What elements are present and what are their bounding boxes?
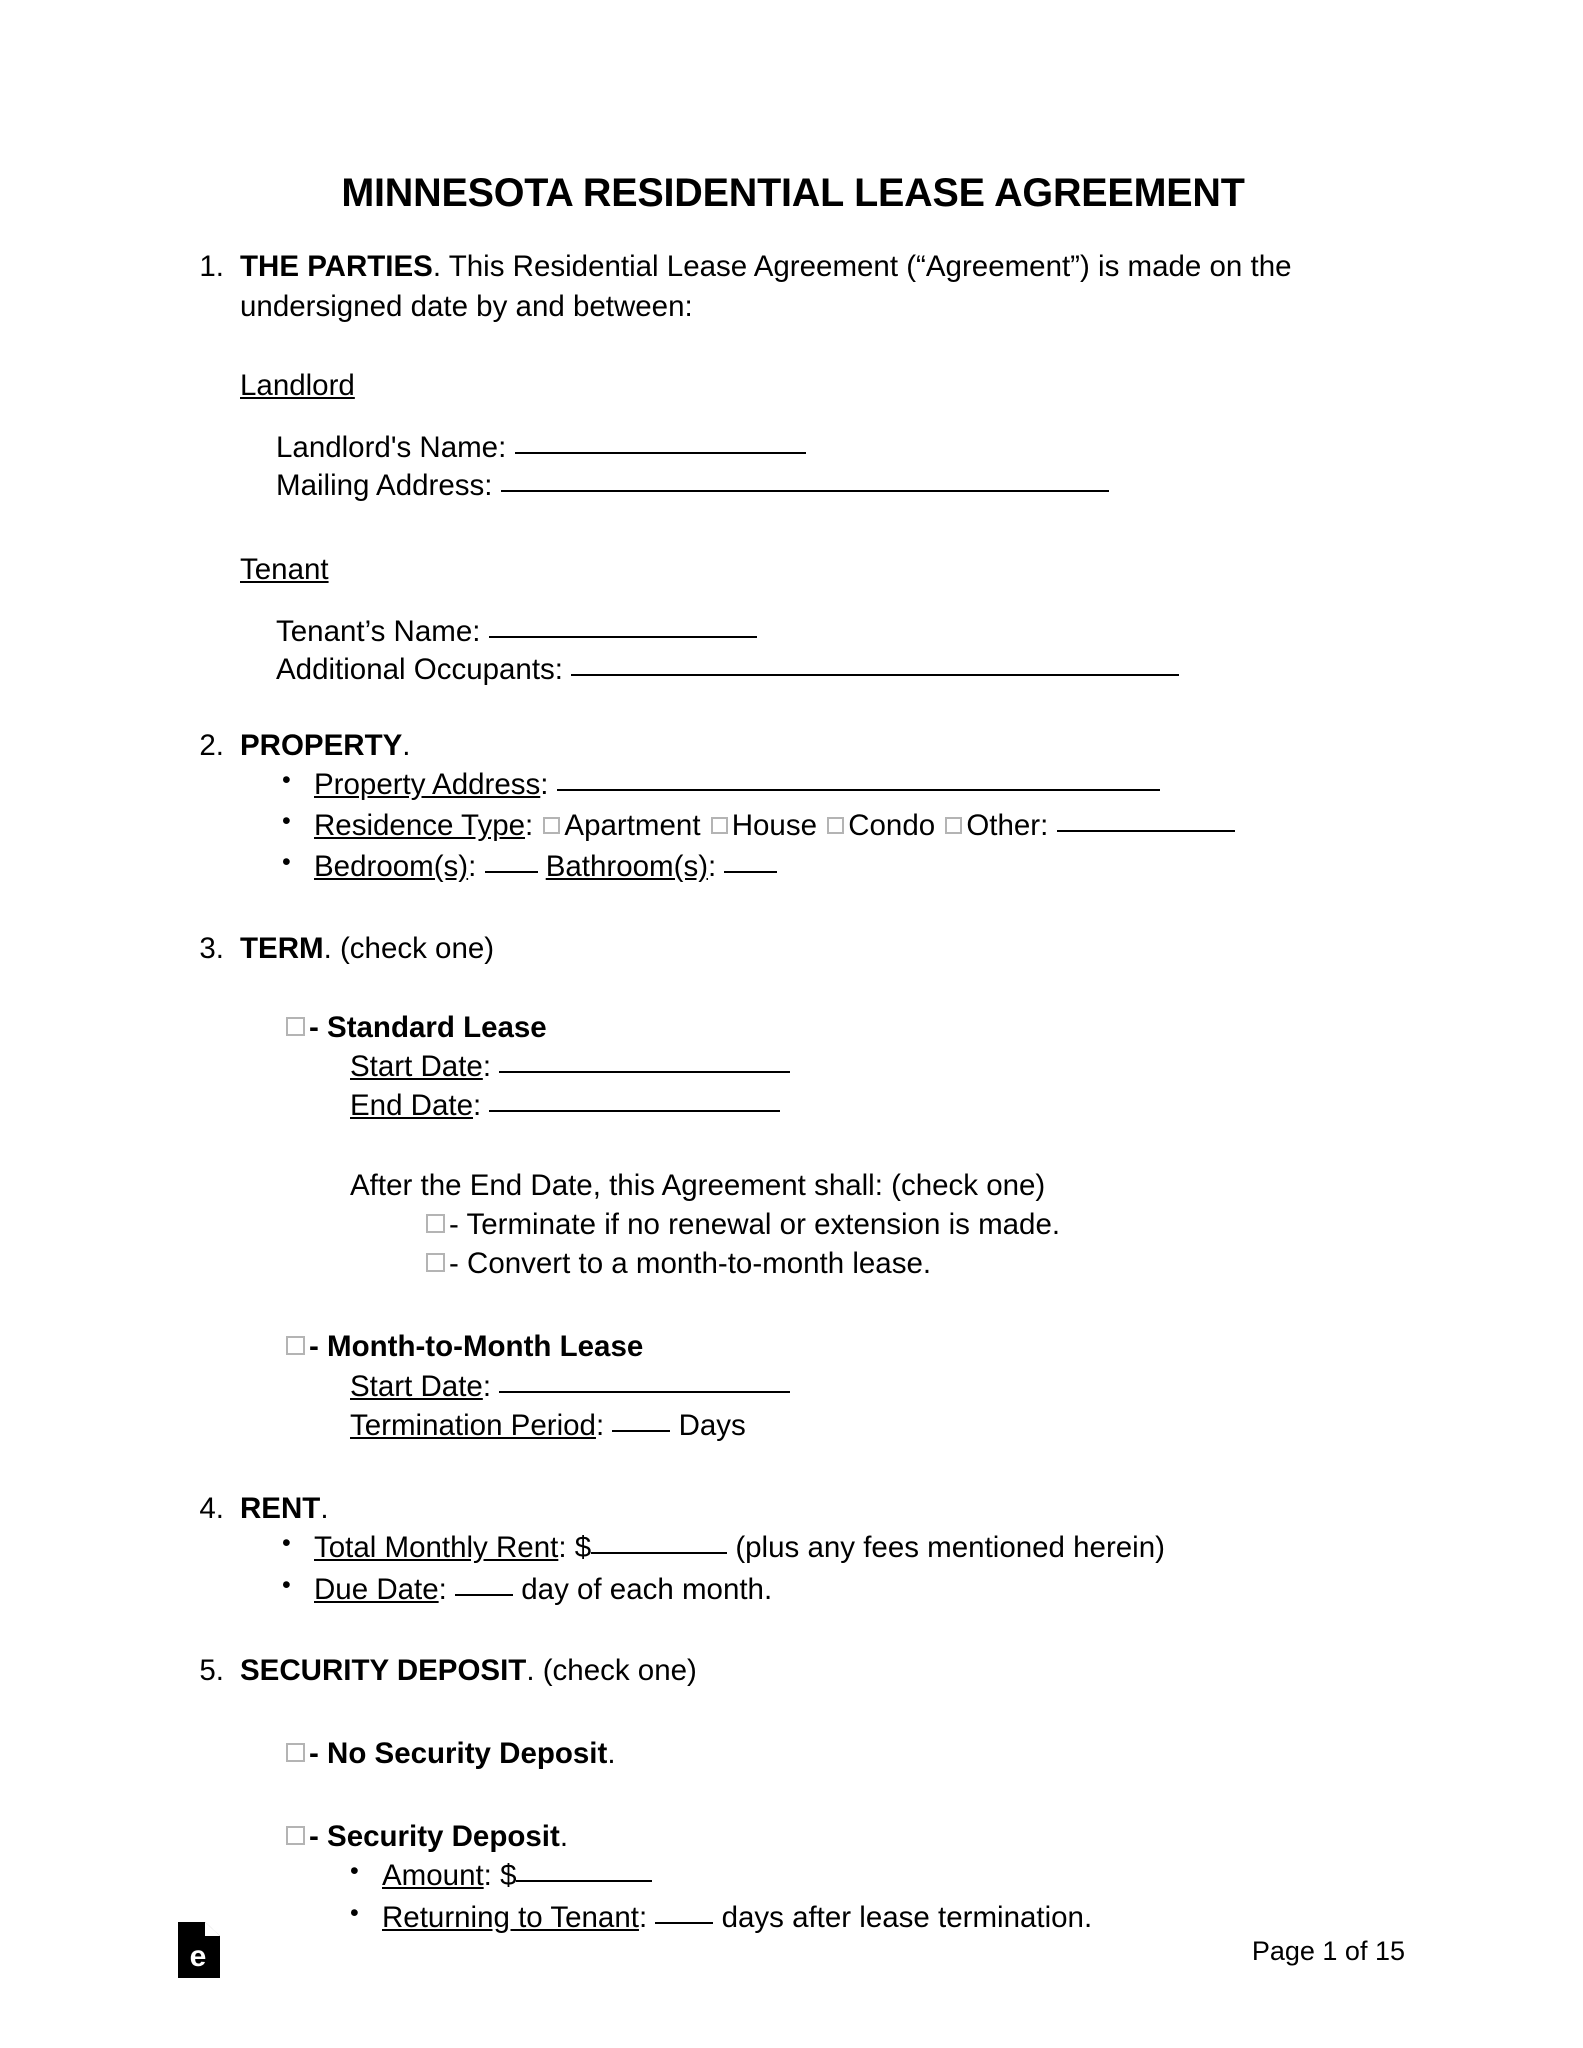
section-heading: PROPERTY	[240, 728, 403, 762]
landlord-name-row	[276, 429, 1408, 467]
standard-end-date-label: End Date	[350, 1089, 473, 1123]
standard-end-date-row	[240, 1086, 1408, 1125]
document-content	[178, 0, 1408, 1939]
tenant-name-label: Tenant’s Name:	[276, 615, 481, 649]
section-rent	[178, 1489, 1408, 1609]
standard-start-date-input[interactable]	[499, 1071, 790, 1073]
checkbox-terminate[interactable]	[426, 1214, 445, 1233]
checkbox-standard-lease[interactable]	[286, 1017, 305, 1036]
due-date-input[interactable]	[455, 1594, 513, 1596]
after-end-date-text: After the End Date, this Agreement shall: (check one)	[350, 1168, 1046, 1202]
tenant-name-input[interactable]	[489, 636, 757, 638]
bathrooms-input[interactable]	[724, 871, 777, 873]
residence-option-condo: Condo	[848, 809, 936, 843]
page-title: MINNESOTA RESIDENTIAL LEASE AGREEMENT	[341, 171, 1245, 215]
property-field-list	[240, 765, 1408, 887]
deposit-amount-colon: : $	[483, 1859, 517, 1893]
due-date-suffix: day of each month.	[521, 1572, 773, 1606]
mtm-termination-colon: :	[595, 1408, 605, 1442]
security-deposit-option	[240, 1817, 1408, 1856]
bedrooms-input[interactable]	[485, 871, 538, 873]
landlord-name-input[interactable]	[515, 452, 806, 454]
standard-start-date-row	[240, 1047, 1408, 1086]
checkbox-convert-month-to-month[interactable]	[426, 1253, 445, 1272]
residence-other-input[interactable]	[1057, 830, 1235, 832]
standard-end-date-colon: :	[473, 1089, 482, 1123]
landlord-address-row	[276, 467, 1408, 505]
mtm-start-date-row	[240, 1367, 1408, 1406]
total-monthly-rent-item	[240, 1528, 1408, 1567]
section-heading-suffix: . (check one)	[323, 931, 495, 965]
security-deposit-label: - Security Deposit	[309, 1820, 560, 1854]
convert-option-label: - Convert to a month-to-month lease.	[449, 1247, 932, 1281]
section-number: 3.	[199, 931, 224, 965]
checkbox-house[interactable]	[711, 817, 728, 834]
section-number: 5.	[199, 1653, 224, 1687]
section-heading: SECURITY DEPOSIT	[240, 1653, 527, 1687]
after-end-option-terminate	[240, 1205, 1408, 1244]
bedrooms-label: Bedroom(s)	[314, 850, 469, 884]
due-date-label: Due Date	[314, 1572, 439, 1606]
page-number: Page 1 of 15	[1251, 1936, 1405, 1966]
section-heading: TERM	[240, 931, 324, 965]
mtm-termination-unit: Days	[678, 1408, 746, 1442]
month-to-month-option	[240, 1327, 1408, 1366]
deposit-returning-label: Returning to Tenant	[382, 1900, 639, 1934]
security-deposit-suffix: .	[559, 1820, 569, 1854]
property-address-item	[240, 765, 1408, 804]
residence-option-other: Other:	[966, 809, 1049, 843]
no-security-deposit-option	[240, 1734, 1408, 1773]
landlord-address-input[interactable]	[501, 490, 1109, 492]
section-heading-suffix: .	[402, 728, 411, 762]
landlord-heading: Landlord	[240, 368, 355, 402]
additional-occupants-row	[276, 651, 1408, 689]
checkbox-apartment[interactable]	[543, 817, 560, 834]
mtm-start-date-input[interactable]	[499, 1391, 790, 1393]
standard-start-date-colon: :	[482, 1050, 492, 1084]
mtm-start-date-label: Start Date	[350, 1369, 483, 1403]
deposit-amount-input[interactable]	[516, 1880, 652, 1882]
property-address-input[interactable]	[557, 789, 1160, 791]
section-number: 4.	[199, 1492, 224, 1526]
eforms-logo-icon[interactable]	[178, 1922, 220, 1978]
total-monthly-rent-colon: : $	[558, 1531, 592, 1565]
additional-occupants-input[interactable]	[571, 674, 1179, 676]
residence-option-house: House	[731, 809, 817, 843]
deposit-returning-suffix: days after lease termination.	[721, 1900, 1093, 1934]
section-number: 1.	[199, 250, 224, 284]
tenant-block	[178, 550, 1408, 690]
deposit-returning-colon: :	[638, 1900, 648, 1934]
checkbox-other[interactable]	[945, 817, 962, 834]
rent-field-list	[240, 1528, 1408, 1608]
after-end-option-convert	[240, 1244, 1408, 1283]
tenant-name-row	[276, 613, 1408, 651]
bedrooms-colon: :	[468, 850, 477, 884]
additional-occupants-label: Additional Occupants:	[276, 653, 563, 687]
residence-type-colon: :	[525, 809, 534, 843]
total-monthly-rent-suffix: (plus any fees mentioned herein)	[735, 1531, 1165, 1565]
section-heading: THE PARTIES	[240, 250, 433, 284]
total-monthly-rent-input[interactable]	[591, 1552, 727, 1554]
total-monthly-rent-label: Total Monthly Rent	[314, 1531, 559, 1565]
mtm-termination-label: Termination Period	[350, 1408, 596, 1442]
landlord-name-label: Landlord's Name:	[276, 431, 507, 465]
section-property	[178, 726, 1408, 887]
section-heading-suffix: .	[320, 1492, 329, 1526]
section-number: 2.	[199, 728, 224, 762]
standard-start-date-label: Start Date	[350, 1050, 483, 1084]
property-address-colon: :	[540, 767, 549, 801]
tenant-heading: Tenant	[240, 552, 329, 586]
residence-type-item	[240, 806, 1408, 845]
section-intro-text: . This Residential Lease Agreement (“Agreement”) is made on the undersigned date by and between:	[240, 250, 1292, 323]
checkbox-condo[interactable]	[827, 817, 844, 834]
section-term	[178, 929, 1408, 1445]
section-security-deposit	[178, 1651, 1408, 1937]
no-security-deposit-suffix: .	[607, 1736, 616, 1770]
deposit-amount-label: Amount	[382, 1859, 484, 1893]
checkbox-security-deposit[interactable]	[286, 1826, 305, 1845]
standard-lease-option	[240, 1008, 1408, 1047]
section-heading-suffix: . (check one)	[526, 1653, 697, 1687]
terminate-option-label: - Terminate if no renewal or extension is made.	[449, 1207, 1061, 1241]
residence-option-apartment: Apartment	[564, 809, 701, 843]
standard-end-date-input[interactable]	[489, 1110, 780, 1112]
due-date-item	[240, 1570, 1408, 1609]
property-address-label: Property Address	[314, 767, 541, 801]
month-to-month-label: - Month-to-Month Lease	[309, 1330, 644, 1364]
standard-lease-label: - Standard Lease	[309, 1010, 547, 1044]
bathrooms-label: Bathroom(s)	[545, 850, 709, 884]
section-heading: RENT	[240, 1492, 321, 1526]
residence-type-label: Residence Type	[314, 809, 526, 843]
checkbox-no-security-deposit[interactable]	[286, 1743, 305, 1762]
checkbox-month-to-month-lease[interactable]	[286, 1336, 305, 1355]
landlord-block	[178, 366, 1408, 506]
mtm-termination-input[interactable]	[612, 1430, 670, 1432]
mtm-start-date-colon: :	[482, 1369, 492, 1403]
page-footer	[178, 1908, 1405, 2048]
logo-letter: e	[189, 1940, 207, 1973]
landlord-address-label: Mailing Address:	[276, 469, 493, 503]
section-the-parties	[178, 247, 1408, 325]
mtm-termination-period-row	[240, 1406, 1408, 1445]
no-security-deposit-label: - No Security Deposit	[309, 1736, 608, 1770]
due-date-colon: :	[438, 1572, 447, 1606]
bathrooms-colon: :	[708, 850, 717, 884]
bedrooms-bathrooms-item	[240, 847, 1408, 886]
deposit-amount-item	[240, 1856, 1408, 1895]
